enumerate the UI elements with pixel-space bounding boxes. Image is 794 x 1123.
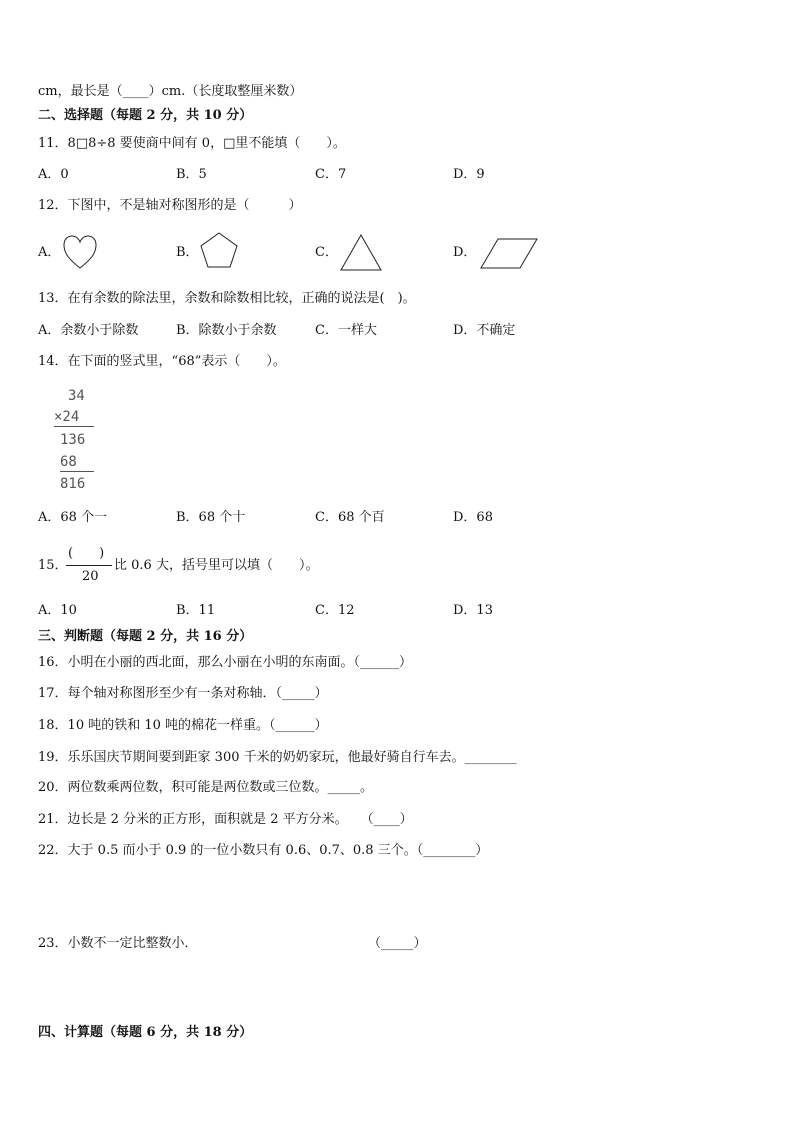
triangle-icon [340,234,382,272]
q15-option-b[interactable]: B．11 [176,603,216,618]
calc-multiplicand: 34 [68,388,85,404]
q11-option-a[interactable]: A．0 [38,167,69,182]
pentagon-icon [200,232,238,268]
q11-option-c[interactable]: C．7 [315,167,347,182]
q12-option-b[interactable]: B． [176,245,199,260]
fraction-numerator: ( ) [68,546,105,561]
q13-option-d[interactable]: D．不确定 [453,323,516,338]
question-19: 19．乐乐国庆节期间要到距家 300 千米的奶奶家玩，他最好骑自行车去。________ [38,750,517,765]
heart-icon [62,234,98,270]
question-15-stem: 比 0.6 大，括号里可以填（ ）。 [114,558,319,573]
fraction-denominator: 20 [82,569,99,584]
question-23-stem: 23．小数不一定比整数小． [38,936,198,951]
q12-option-c[interactable]: C． [315,245,338,260]
question-14-stem: 14．在下面的竖式里，“68”表示（ ）。 [38,354,286,369]
parallelogram-icon [480,238,538,270]
q11-option-b[interactable]: B．5 [176,167,207,182]
q15-option-c[interactable]: C．12 [315,603,355,618]
q14-option-d[interactable]: D．68 [453,510,493,525]
question-20: 20．两位数乘两位数，积可能是两位数或三位数。_____。 [38,780,374,795]
calc-multiplier: ×24 [54,408,94,427]
prev-question-tail: cm，最长是（____）cm.（长度取整厘米数） [38,84,303,99]
q11-option-d[interactable]: D．9 [453,167,485,182]
q13-option-c[interactable]: C．一样大 [315,323,377,338]
fraction-bar [66,565,112,566]
q15-option-a[interactable]: A．10 [38,603,77,618]
question-23-answer-blank[interactable]: （_____） [368,936,427,951]
q13-option-b[interactable]: B．除数小于余数 [176,323,277,338]
calc-partial-1: 136 [60,432,86,448]
q12-option-a[interactable]: A． [38,245,61,260]
q13-option-a[interactable]: A．余数小于除数 [38,323,139,338]
question-16: 16．小明在小丽的西北面，那么小丽在小明的东南面。（______） [38,655,413,670]
section-2-heading: 二、选择题（每题 2 分，共 10 分） [38,108,253,123]
section-3-heading: 三、判断题（每题 2 分，共 16 分） [38,629,253,644]
q14-option-a[interactable]: A．68 个一 [38,510,108,525]
calc-product: 816 [60,476,86,492]
question-11-stem: 11．8□8÷8 要使商中间有 0，□里不能填（ ）。 [38,136,346,151]
question-12-stem: 12．下图中，不是轴对称图形的是（ ） [38,198,302,213]
question-15-number: 15． [38,558,68,573]
question-17: 17．每个轴对称图形至少有一条对称轴．（_____） [38,686,328,701]
q14-option-c[interactable]: C．68 个百 [315,510,385,525]
question-18: 18．10 吨的铁和 10 吨的棉花一样重。（______） [38,718,328,733]
calc-partial-2: 68 [60,453,94,472]
question-13-stem: 13．在有余数的除法里，余数和除数相比较，正确的说法是( )。 [38,291,416,306]
question-21: 21．边长是 2 分米的正方形，面积就是 2 平方分米。 （____） [38,812,413,827]
q15-option-d[interactable]: D．13 [453,603,493,618]
question-22: 22．大于 0.5 而小于 0.9 的一位小数只有 0.6、0.7、0.8 三个。（________） [38,843,489,858]
q12-option-d[interactable]: D． [453,245,477,260]
section-4-heading: 四、计算题（每题 6 分，共 18 分） [38,1025,253,1040]
q14-option-b[interactable]: B．68 个十 [176,510,246,525]
